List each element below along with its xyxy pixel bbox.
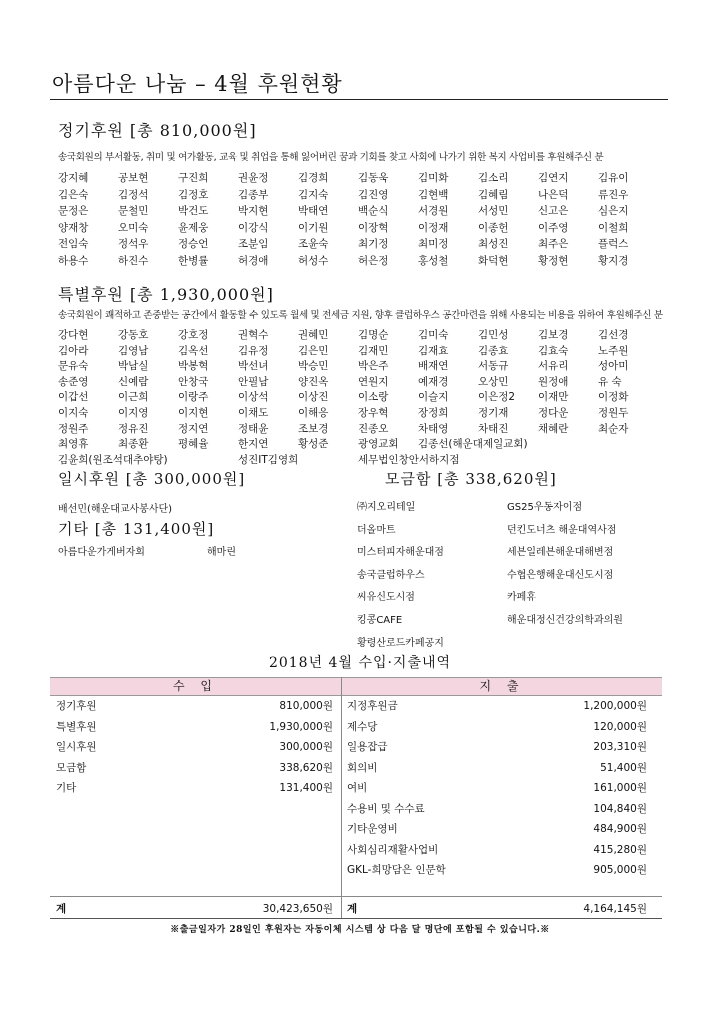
donor-name: 서유리 bbox=[538, 360, 569, 373]
income-header: 수 입 bbox=[50, 677, 341, 696]
donor-name: 정유진 bbox=[118, 422, 149, 435]
donor-name: 서경원 bbox=[418, 205, 449, 217]
donor-name: 신예람 bbox=[118, 375, 149, 388]
store-name: 씨유신도시점 bbox=[357, 592, 415, 604]
ledger-row bbox=[347, 819, 647, 839]
donor-name: 이슬지 bbox=[418, 391, 449, 404]
donor-name: 박승민 bbox=[298, 360, 329, 373]
donor-name: 김효숙 bbox=[538, 344, 569, 357]
ledger-item-amount: 1,200,000원 bbox=[583, 700, 647, 712]
donor-name: 하용수 bbox=[58, 254, 89, 267]
donor-name: 이철희 bbox=[598, 221, 629, 234]
donor-name: 김미화 bbox=[418, 172, 449, 184]
donor-name: 김종효 bbox=[478, 344, 509, 357]
expense-total-label: 계 bbox=[347, 903, 358, 915]
donor-name: 김연지 bbox=[538, 172, 569, 184]
donor-name: 김혜림 bbox=[478, 188, 509, 201]
donor-name: 세무법인창안서하지점 bbox=[358, 453, 460, 466]
donor-name: 신고은 bbox=[538, 205, 569, 217]
donor-name: 김현백 bbox=[418, 188, 449, 201]
donor-name: 김보경 bbox=[538, 329, 569, 341]
donor-name: 박건도 bbox=[178, 205, 209, 217]
donation-box-store-list bbox=[357, 497, 657, 655]
donor-name: 이정화 bbox=[598, 391, 629, 404]
ledger-item-amount: 810,000원 bbox=[279, 700, 333, 712]
ledger-item-label: 일시후원 bbox=[56, 741, 97, 753]
expense-header: 지 출 bbox=[342, 677, 662, 696]
donor-name: 정승언 bbox=[178, 238, 209, 250]
donor-name: 김옥선 bbox=[178, 344, 209, 357]
donor-name: 양진옥 bbox=[298, 375, 329, 388]
ledger-row bbox=[347, 717, 647, 737]
ledger-item-label: 정기후원 bbox=[56, 700, 97, 712]
donor-name: 이상석 bbox=[238, 391, 269, 404]
ledger-title: 2018년 4월 수입·지출내역 bbox=[268, 655, 452, 671]
donor-name: 평혜율 bbox=[178, 438, 209, 451]
ledger-item-amount: 1,930,000원 bbox=[269, 720, 333, 733]
store-name: 던킨도너츠 해운대역사점 bbox=[507, 524, 617, 536]
donor-name: 양재창 bbox=[58, 221, 89, 234]
title-divider bbox=[50, 99, 668, 100]
ledger-item-amount: 300,000원 bbox=[279, 741, 333, 753]
donor-name: 채혜란 bbox=[538, 422, 569, 435]
donor-name: 예재경 bbox=[418, 375, 449, 388]
ledger-item-amount: 905,000원 bbox=[593, 864, 647, 876]
temporary-donor: 배선민(해운대교사봉사단) bbox=[58, 504, 173, 515]
donor-name: 김유이 bbox=[598, 172, 629, 184]
store-name: 킹콩CAFE bbox=[357, 614, 403, 626]
donor-name: 최미정 bbox=[418, 238, 449, 250]
donor-name: 이지영 bbox=[118, 406, 149, 419]
donor-name: 김아라 bbox=[58, 344, 89, 357]
special-donor-list bbox=[58, 328, 658, 468]
donor-name: 김영남 bbox=[118, 344, 149, 357]
donor-name: 송준영 bbox=[58, 375, 89, 388]
ledger-item-label: 특별후원 bbox=[56, 720, 97, 733]
regular-heading: 정기후원 [총 810,000원] bbox=[58, 121, 257, 140]
donor-name: 김선경 bbox=[598, 329, 629, 341]
donor-name: 권윤정 bbox=[238, 172, 269, 184]
donor-name: 이정재 bbox=[418, 221, 449, 234]
ledger-item-label: 모금함 bbox=[56, 761, 87, 774]
donor-name: 류진우 bbox=[598, 188, 629, 201]
ledger-item-label: 사회심리재활사업비 bbox=[347, 843, 439, 856]
donor-name: 이은정2 bbox=[478, 391, 516, 404]
donor-name: 문유숙 bbox=[58, 360, 89, 373]
store-name: 수협은행해운대신도시점 bbox=[507, 569, 614, 581]
donor-name: 황성준 bbox=[298, 438, 329, 451]
donor-name: 이기원 bbox=[298, 221, 329, 234]
store-name: 황령산로드카페공지 bbox=[357, 637, 444, 649]
donor-name: 홍성철 bbox=[418, 254, 449, 267]
donor-name: 강호정 bbox=[178, 329, 209, 341]
expense-total-row bbox=[347, 899, 647, 919]
store-name: 미스터피자해운대점 bbox=[357, 547, 444, 559]
ledger-item-label: 제수당 bbox=[347, 720, 378, 733]
donor-name: 김종선(해운대제일교회) bbox=[418, 438, 528, 451]
ledger-row bbox=[347, 778, 647, 798]
ledger-row bbox=[347, 860, 647, 880]
special-heading: 특별후원 [총 1,930,000원] bbox=[58, 285, 274, 304]
donor-name: 이주영 bbox=[538, 221, 569, 234]
donor-name: 이강식 bbox=[238, 221, 269, 234]
store-name: GS25우동자이점 bbox=[507, 502, 583, 513]
donor-name: 차태진 bbox=[478, 422, 509, 435]
donor-name: 김민성 bbox=[478, 329, 509, 341]
donor-name: 구진희 bbox=[178, 172, 209, 184]
donor-name: 유 숙 bbox=[598, 375, 622, 388]
store-name: 해운대정신건강의학과의원 bbox=[507, 614, 623, 626]
donor-name: 박선녀 bbox=[238, 360, 269, 373]
donor-name: 허은정 bbox=[358, 254, 389, 267]
donor-name: 최순자 bbox=[598, 422, 629, 435]
donor-name: 김미숙 bbox=[418, 329, 449, 341]
donor-name: 이지숙 bbox=[58, 406, 89, 419]
donor-name: 나은덕 bbox=[538, 188, 569, 201]
regular-description: 송국회원의 부서활동, 취미 및 여가활동, 교육 및 취업을 통해 잃어버린 꿈과 기회를 찾고 사회에 나가기 위한 복지 사업비를 후원해주신 분 bbox=[58, 152, 604, 163]
donor-name: 오미숙 bbox=[118, 221, 149, 234]
ledger-item-label: 일용잡급 bbox=[347, 741, 388, 753]
donor-name: 장우혁 bbox=[358, 406, 389, 419]
ledger-item-amount: 104,840원 bbox=[593, 802, 647, 815]
ledger-item-amount: 131,400원 bbox=[279, 782, 333, 794]
ledger-item-amount: 338,620원 bbox=[279, 761, 333, 774]
donor-name: 공보현 bbox=[118, 172, 149, 184]
donor-name: 김은숙 bbox=[58, 188, 89, 201]
store-name: 카페휴 bbox=[507, 592, 536, 604]
donor-name: 강동호 bbox=[118, 329, 149, 341]
donor-name: 김지숙 bbox=[298, 188, 329, 201]
donor-name: 정지연 bbox=[178, 422, 209, 435]
donor-name: 이해응 bbox=[298, 406, 329, 419]
special-description: 송국회원이 쾌적하고 존중받는 공간에서 활동할 수 있도록 월세 및 전세금 지원, 향후 클럽하우스 공간마련을 위해 사용되는 비용을 위하여 후원해주신 분 bbox=[58, 310, 663, 321]
store-name: 송국클럽하우스 bbox=[357, 569, 425, 581]
donor-name: 박태연 bbox=[298, 205, 329, 217]
ledger-item-label: 수용비 및 수수료 bbox=[347, 802, 425, 815]
column-divider bbox=[341, 677, 342, 919]
ledger-row bbox=[347, 696, 647, 716]
donor-name: 김재효 bbox=[418, 344, 449, 357]
donor-name: 이지현 bbox=[178, 406, 209, 419]
ledger-item-amount: 161,000원 bbox=[593, 782, 647, 794]
ledger-item-label: 여비 bbox=[347, 782, 368, 794]
donor-name: 전임숙 bbox=[58, 238, 89, 250]
donor-name: 이재만 bbox=[538, 391, 569, 404]
donor-name: 정기재 bbox=[478, 406, 509, 419]
ledger-item-amount: 51,400원 bbox=[600, 761, 647, 774]
donor-name: 안필남 bbox=[238, 375, 269, 388]
donor-name: 안창국 bbox=[178, 375, 209, 388]
donor-name: 박지현 bbox=[238, 205, 269, 217]
ledger-item-amount: 120,000원 bbox=[593, 720, 647, 733]
donor-name: 김윤희(원조석대추야탕) bbox=[58, 453, 168, 466]
donor-name: 허경애 bbox=[238, 254, 269, 267]
other-donor: 해마린 bbox=[207, 547, 236, 558]
donor-name: 성진IT김영희 bbox=[238, 453, 299, 466]
donor-name: 김정호 bbox=[178, 188, 209, 201]
donor-name: 김진영 bbox=[358, 188, 389, 201]
donor-name: 이랑주 bbox=[178, 391, 209, 404]
store-name: ㈜지오리테일 bbox=[357, 502, 416, 513]
donor-name: 최성진 bbox=[478, 238, 509, 250]
ledger-item-label: GKL-희망담은 인문학 bbox=[347, 864, 446, 876]
donor-name: 정다운 bbox=[538, 406, 569, 419]
donor-name: 황정현 bbox=[538, 254, 569, 267]
donor-name: 원정애 bbox=[538, 375, 569, 388]
donor-name: 서성민 bbox=[478, 205, 509, 217]
donor-name: 이근희 bbox=[118, 391, 149, 404]
donor-name: 플럭스 bbox=[598, 238, 629, 250]
donor-name: 김재민 bbox=[358, 344, 389, 357]
donor-name: 조분임 bbox=[238, 238, 269, 250]
donor-name: 이종헌 bbox=[478, 221, 509, 234]
other-donor: 아름다운가게버자회 bbox=[58, 547, 145, 558]
donor-name: 강지혜 bbox=[58, 172, 89, 184]
donor-name: 한병률 bbox=[178, 254, 209, 267]
donor-name: 허성수 bbox=[298, 254, 329, 267]
donor-name: 김정석 bbox=[118, 188, 149, 201]
donor-name: 문정은 bbox=[58, 205, 89, 217]
donor-name: 황지경 bbox=[598, 254, 629, 267]
total-divider bbox=[50, 896, 662, 897]
donor-name: 진종오 bbox=[358, 422, 389, 435]
ledger-item-label: 기타 bbox=[56, 782, 77, 794]
donor-name: 김명순 bbox=[358, 329, 389, 341]
ledger-row bbox=[347, 840, 647, 860]
donor-name: 하진수 bbox=[118, 254, 149, 267]
donor-name: 권혜민 bbox=[298, 329, 329, 341]
donor-name: 김소리 bbox=[478, 172, 509, 184]
ledger-row bbox=[56, 717, 333, 737]
donor-name: 배재연 bbox=[418, 360, 449, 373]
donor-name: 이갑선 bbox=[58, 391, 89, 404]
income-total-label: 계 bbox=[56, 903, 67, 915]
ledger-row bbox=[56, 778, 333, 798]
donor-name: 오상민 bbox=[478, 375, 509, 388]
donor-name: 성아미 bbox=[598, 360, 629, 373]
donor-name: 박남실 bbox=[118, 360, 149, 373]
ledger-row bbox=[347, 758, 647, 778]
ledger-bottom-rule bbox=[50, 918, 662, 919]
donor-name: 이소랑 bbox=[358, 391, 389, 404]
expense-total-amount: 4,164,145원 bbox=[583, 903, 647, 915]
donor-name: 최종환 bbox=[118, 438, 149, 451]
donor-name: 박은주 bbox=[358, 360, 389, 373]
donor-name: 김종부 bbox=[238, 188, 269, 201]
store-name: 세븐일레븐해운대해변점 bbox=[507, 547, 614, 559]
donor-name: 이상진 bbox=[298, 391, 329, 404]
donor-name: 김경희 bbox=[298, 172, 329, 184]
donor-name: 정원주 bbox=[58, 422, 89, 435]
ledger-row bbox=[347, 799, 647, 819]
ledger-item-amount: 203,310원 bbox=[593, 741, 647, 753]
donor-name: 화덕현 bbox=[478, 254, 509, 267]
ledger-row bbox=[56, 758, 333, 778]
donor-name: 백순식 bbox=[358, 205, 389, 217]
other-heading: 기타 [총 131,400원] bbox=[58, 520, 215, 538]
donor-name: 정석우 bbox=[118, 238, 149, 250]
donor-name: 최기정 bbox=[358, 238, 389, 250]
ledger-row bbox=[347, 737, 647, 757]
donor-name: 조보경 bbox=[298, 422, 329, 435]
donor-name: 차태영 bbox=[418, 422, 449, 435]
donor-name: 강다현 bbox=[58, 329, 89, 341]
income-total-row bbox=[56, 899, 333, 919]
donor-name: 정태윤 bbox=[238, 422, 269, 435]
donor-name: 정원두 bbox=[598, 406, 629, 419]
donor-name: 서동규 bbox=[478, 360, 509, 373]
temporary-heading: 일시후원 [총 300,000원] bbox=[58, 470, 246, 488]
donor-name: 문철민 bbox=[118, 205, 149, 217]
donor-name: 권혁수 bbox=[238, 329, 269, 341]
donation-box-heading: 모금함 [총 338,620원] bbox=[385, 470, 557, 488]
donor-name: 이채도 bbox=[238, 406, 269, 419]
donor-name: 김은민 bbox=[298, 344, 329, 357]
donor-name: 조윤숙 bbox=[298, 238, 329, 250]
ledger-item-amount: 484,900원 bbox=[593, 823, 647, 835]
ledger-row bbox=[56, 737, 333, 757]
page-title: 아름다운 나눔 – 4월 후원현황 bbox=[52, 72, 343, 96]
store-name: 더올마트 bbox=[357, 524, 396, 536]
donor-name: 장정희 bbox=[418, 406, 449, 419]
footnote: ※출금일자가 28일인 후원자는 자동이체 시스템 상 다음 달 명단에 포함될 수 있습니다.※ bbox=[170, 925, 550, 935]
ledger-item-label: 회의비 bbox=[347, 761, 378, 774]
ledger-row bbox=[56, 696, 333, 716]
donor-name: 노주원 bbox=[598, 344, 629, 357]
donor-name: 한지연 bbox=[238, 438, 269, 451]
donor-name: 광영교회 bbox=[358, 438, 399, 451]
regular-donor-list bbox=[58, 170, 658, 269]
donor-name: 최영휴 bbox=[58, 438, 89, 451]
ledger-item-label: 기타운영비 bbox=[347, 823, 398, 835]
donor-name: 김유정 bbox=[238, 344, 269, 357]
donor-name: 심은지 bbox=[598, 205, 629, 217]
donor-name: 김동욱 bbox=[358, 172, 389, 184]
donor-name: 최주은 bbox=[538, 238, 569, 250]
donor-name: 연원지 bbox=[358, 375, 389, 388]
donor-name: 윤제웅 bbox=[178, 221, 209, 234]
donor-name: 이장혁 bbox=[358, 221, 389, 234]
ledger-table bbox=[50, 677, 662, 919]
income-total-amount: 30,423,650원 bbox=[262, 903, 333, 915]
ledger-item-amount: 415,280원 bbox=[593, 843, 647, 856]
ledger-item-label: 지정후원금 bbox=[347, 700, 398, 712]
donor-name: 박봉혁 bbox=[178, 360, 209, 373]
